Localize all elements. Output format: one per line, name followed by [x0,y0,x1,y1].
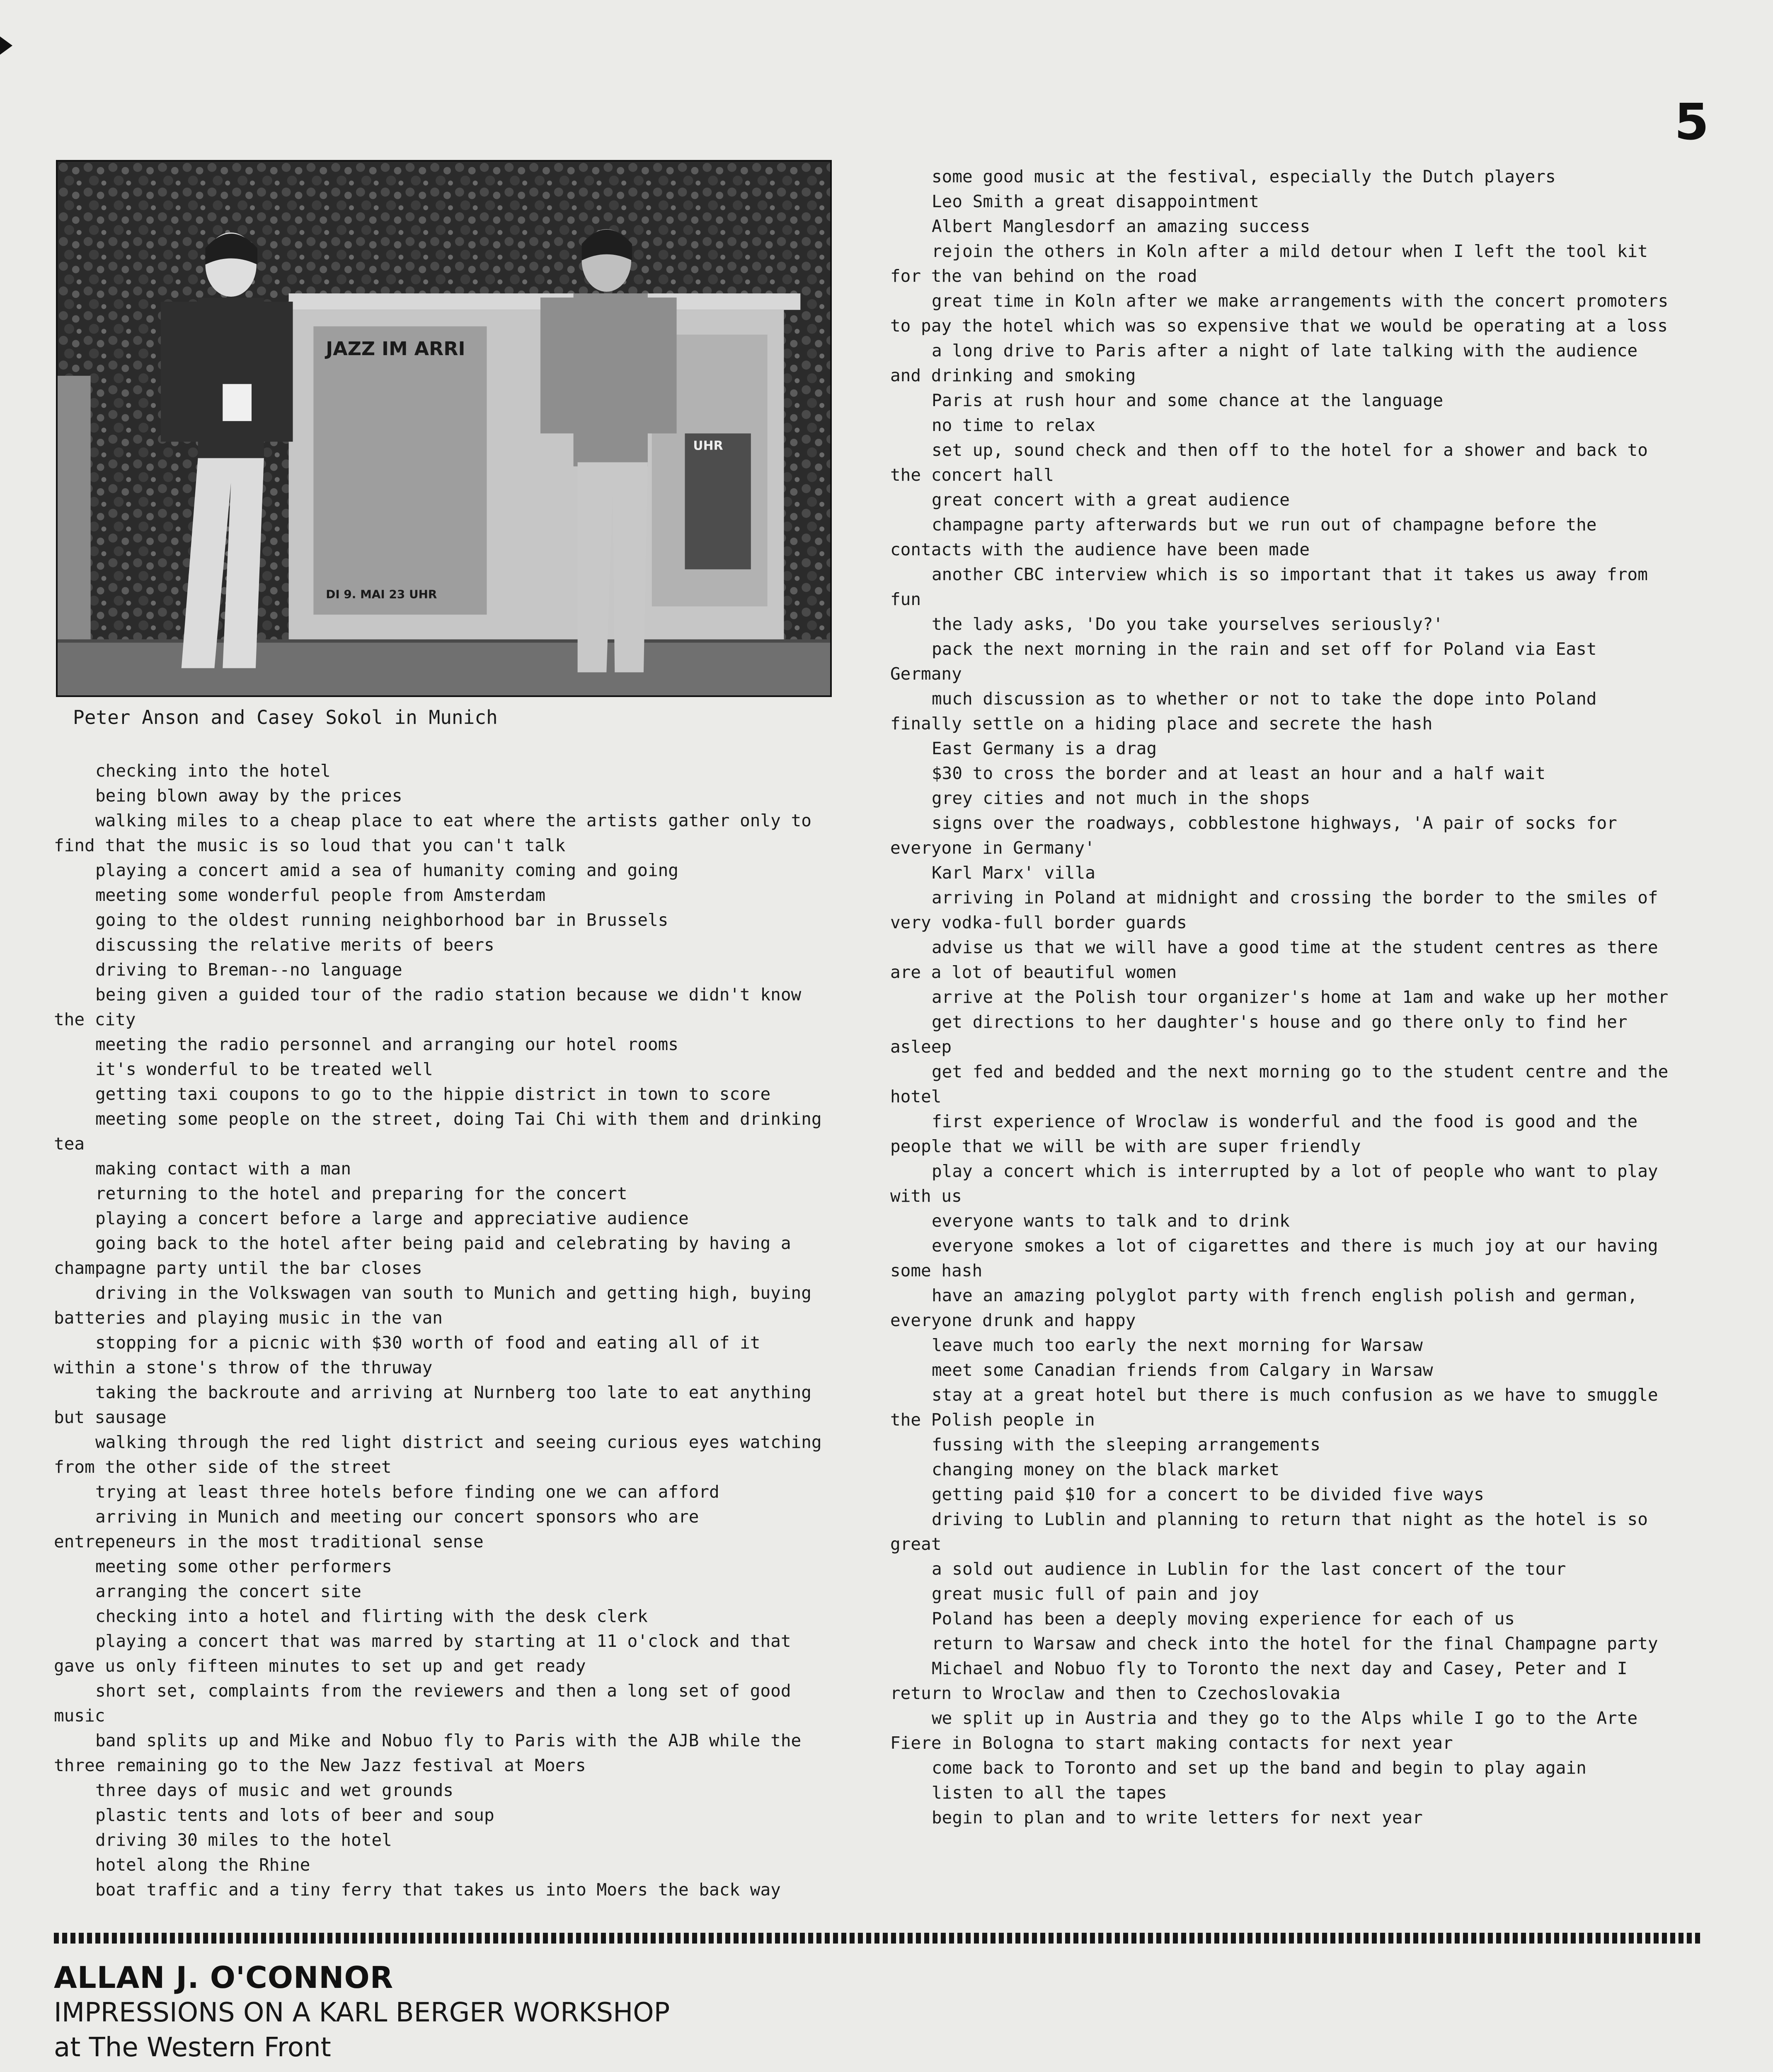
diary-line: being given a guided tour of the radio station because we didn't know the city [54,985,802,1029]
page-number: 5 [1674,94,1709,151]
diary-line: driving to Lublin and planning to return that night as the hotel is so great [890,1509,1648,1554]
diary-line: Karl Marx' villa [932,863,1095,883]
side-poster-text: UHR [693,438,723,453]
tour-diary-left-column [54,758,829,1902]
diary-line: trying at least three hotels before finding one we can afford [95,1482,719,1502]
diary-line: get directions to her daughter's house and go there only to find her asleep [890,1012,1628,1057]
diary-line: grey cities and not much in the shops [932,788,1310,808]
diary-line: Leo Smith a great disappointment [932,191,1259,211]
diary-line: driving to Breman--no language [95,960,402,980]
diary-line: walking miles to a cheap place to eat where the artists gather only to find that the music is so loud that you can't talk [54,811,811,855]
diary-line: short set, complaints from the reviewers and then a long set of good music [54,1681,791,1726]
diary-line: taking the backroute and arriving at Nurnberg too late to eat anything but sausage [54,1382,811,1427]
diary-line: driving in the Volkswagen van south to Munich and getting high, buying batteries and playing music in the van [54,1283,811,1328]
diary-line: being blown away by the prices [95,786,402,806]
photo-illustration [58,162,830,695]
diary-line: great music full of pain and joy [932,1584,1259,1604]
diary-line: walking through the red light district and seeing curious eyes watching from the other side of the street [54,1432,822,1477]
diary-line: Michael and Nobuo fly to Toronto the next day and Casey, Peter and I return to Wroclaw and then to Czechoslovakia [890,1658,1628,1703]
diary-line: meeting some people on the street, doing Tai Chi with them and drinking tea [54,1109,822,1154]
diary-line: playing a concert amid a sea of humanity coming and going [95,860,678,880]
diary-line: get fed and bedded and the next morning go to the student centre and the hotel [890,1062,1669,1106]
diary-line: $30 to cross the border and at least an hour and a half wait [932,763,1546,783]
diary-line: have an amazing polyglot party with french english polish and german, everyone drunk and happy [890,1285,1638,1330]
diary-line: playing a concert that was marred by starting at 11 o'clock and that gave us only fifteen minutes to set up and get ready [54,1631,791,1676]
diary-line: another CBC interview which is so important that it takes us away from fun [890,564,1648,609]
diary-line: pack the next morning in the rain and set off for Poland via East Germany [890,639,1597,684]
diary-line: East Germany is a drag [932,738,1157,758]
diary-line: meet some Canadian friends from Calgary in Warsaw [932,1360,1433,1380]
poster-date: DI 9. MAI 23 UHR [326,587,437,601]
diary-line: come back to Toronto and set up the band and begin to play again [932,1758,1586,1778]
diary-line: champagne party afterwards but we run out of champagne before the contacts with the audience have been made [890,515,1597,559]
diary-line: some good music at the festival, especially the Dutch players [932,167,1556,186]
diary-line: return to Warsaw and check into the hotel for the final Champagne party [932,1634,1658,1653]
diary-line: checking into a hotel and flirting with the desk clerk [95,1606,648,1626]
diary-line: listen to all the tapes [932,1783,1167,1803]
diary-line: stay at a great hotel but there is much confusion as we have to smuggle the Polish people in [890,1385,1658,1430]
concert-poster [313,327,487,615]
poster-title: JAZZ IM ARRI [326,338,465,360]
diary-line: great time in Koln after we make arrangements with the concert promoters to pay the hotel which was so expensive that we would be operating at a loss [890,291,1669,336]
diary-line: arranging the concert site [95,1581,361,1601]
diary-line: stopping for a picnic with $30 worth of food and eating all of it within a stone's throw of the thruway [54,1333,761,1377]
diary-line: advise us that we will have a good time at the student centres as there are a lot of beautiful women [890,937,1658,982]
diary-line: fussing with the sleeping arrangements [932,1435,1320,1455]
diary-line: the lady asks, 'Do you take yourselves seriously?' [932,614,1444,634]
diary-line: meeting the radio personnel and arranging our hotel rooms [95,1034,678,1054]
diary-line: first experience of Wroclaw is wonderful and the food is good and the people that we will be with are super friendly [890,1111,1638,1156]
diary-line: changing money on the black market [932,1460,1280,1479]
diary-line: play a concert which is interrupted by a lot of people who want to play with us [890,1161,1658,1206]
article-subhead: at The Western Front [54,2032,331,2063]
diary-line: meeting some other performers [95,1556,392,1576]
diary-line: boat traffic and a tiny ferry that takes us into Moers the back way [95,1880,781,1900]
diary-line: great concert with a great audience [932,490,1290,510]
diary-line: a sold out audience in Lublin for the last concert of the tour [932,1559,1566,1579]
diary-line: meeting some wonderful people from Amsterdam [95,885,546,905]
diary-line: arrive at the Polish tour organizer's home at 1am and wake up her mother [932,987,1669,1007]
diary-line: begin to plan and to write letters for next year [932,1808,1423,1828]
diary-line: Poland has been a deeply moving experience for each of us [932,1609,1515,1629]
diary-line: discussing the relative merits of beers [95,935,494,955]
diary-line: three days of music and wet grounds [95,1780,453,1800]
article-byline: ALLAN J. O'CONNOR [54,1960,394,1995]
diary-line: it's wonderful to be treated well [95,1059,433,1079]
diary-line: leave much too early the next morning for Warsaw [932,1335,1423,1355]
diary-line: signs over the roadways, cobblestone highways, 'A pair of socks for everyone in Germany' [890,813,1617,858]
diary-line: no time to relax [932,415,1095,435]
photo-caption: Peter Anson and Casey Sokol in Munich [73,706,498,729]
diary-line: getting paid $10 for a concert to be divided five ways [932,1484,1484,1504]
section-divider [54,1933,1703,1944]
diary-line: Albert Manglesdorf an amazing success [932,216,1310,236]
diary-line: arriving in Munich and meeting our concert sponsors who are entrepeneurs in the most traditional sense [54,1507,699,1552]
diary-line: checking into the hotel [95,761,331,781]
diary-line: plastic tents and lots of beer and soup [95,1805,494,1825]
diary-line: making contact with a man [95,1159,351,1179]
diary-line: getting taxi coupons to go to the hippie district in town to score [95,1084,771,1104]
photo-peter-and-casey [56,160,832,697]
diary-line: a long drive to Paris after a night of late talking with the audience and drinking and smoking [890,341,1638,385]
diary-line: everyone smokes a lot of cigarettes and there is much joy at our having some hash [890,1236,1658,1280]
diary-line: going back to the hotel after being paid and celebrating by having a champagne party until the bar closes [54,1233,791,1278]
diary-line: returning to the hotel and preparing for the concert [95,1184,627,1203]
diary-line: rejoin the others in Koln after a mild detour when I left the tool kit for the van behind on the road [890,241,1648,286]
tour-diary-right-column [890,164,1678,1830]
diary-line: playing a concert before a large and appreciative audience [95,1208,689,1228]
diary-line: band splits up and Mike and Nobuo fly to Paris with the AJB while the three remaining go to the New Jazz festival at Moers [54,1731,802,1775]
diary-line: Paris at rush hour and some chance at the language [932,390,1444,410]
article-headline: IMPRESSIONS ON A KARL BERGER WORKSHOP [54,1997,670,2028]
diary-line: set up, sound check and then off to the hotel for a shower and back to the concert hall [890,440,1648,485]
corner-crop-mark [0,36,12,55]
diary-line: we split up in Austria and they go to the Alps while I go to the Arte Fiere in Bologna to start making contacts for next year [890,1708,1638,1753]
diary-line: everyone wants to talk and to drink [932,1211,1290,1231]
diary-line: hotel along the Rhine [95,1855,310,1875]
diary-line: arriving in Poland at midnight and crossing the border to the smiles of very vodka-full border guards [890,888,1658,932]
diary-line: much discussion as to whether or not to take the dope into Poland finally settle on a hiding place and secrete the hash [890,689,1597,733]
diary-line: driving 30 miles to the hotel [95,1830,392,1850]
diary-line: going to the oldest running neighborhood bar in Brussels [95,910,669,930]
